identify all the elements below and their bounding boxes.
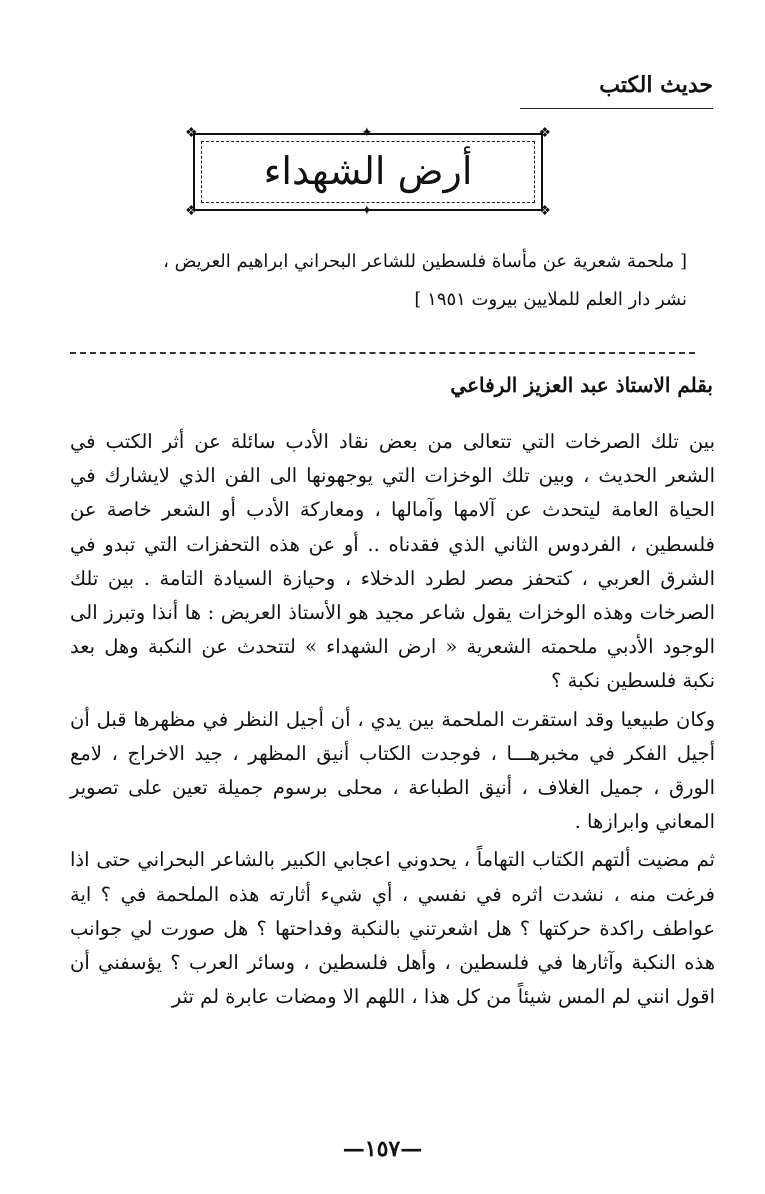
header-rule [520,108,713,109]
book-citation: [ ملحمة شعرية عن مأساة فلسطين للشاعر البحراني ابراهيم العريض ، نشر دار العلم للملايين بيروت ١٩٥١ ] [163,251,687,310]
author-byline: بقلم الاستاذ عبد العزيز الرفاعي [450,373,713,397]
dashed-divider [70,352,695,354]
ornament-icon: ❖ [185,125,198,141]
body-paragraph: ثم مضيت ألتهم الكتاب التهاماً ، يحدوني اعجابي الكبير بالشاعر البحراني حتى اذا فرغت منه ، نشدت اثره في نفسي ، أي شيء أثارته هذه الملحمة في ؟ اية عواطف راكدة حركتها ؟ هل اشعرتني بالنكبة وفداحتها ؟ هل صورت لي جوانب هذه النكبة وآثارها في فلسطين ، وأهل فلسطين ، وسائر العرب ؟ يؤسفني أن اقول انني لم المس شيئاً من كل هذا ، اللهم الا ومضات عابرة لم تثر [70,848,715,1009]
ornament-icon: ❖ [538,125,551,141]
ornament-icon: ✦ [361,125,373,141]
page-number: —١٥٧— [342,1136,423,1162]
article-body [70,425,715,1014]
section-header: حديث الكتب [599,72,713,98]
body-paragraph: بين تلك الصرخات التي تتعالى من بعض نقاد الأدب سائلة عن أثر الكتب في الشعر الحديث ، وبين تلك الوخزات التي يوجهونها الى الفن الذي لايشارك في الحياة العامة ليتحدث عن آلامها وآمالها ، ومعاركة الأدب أو الشعر خاصة عن فلسطين ، الفردوس الثاني الذي فقدناه .. أو عن هذه التحفزات التي تبدو في الشرق العربي ، كتحفز مصر لطرد الدخلاء ، وحيازة السيادة التامة . بين تلك الصرخات وهذه الوخزات يقول شاعر مجيد هو الأستاذ العريض : ها أنذا وتبرز الى الوجود الأدبي ملحمته الشعرية « ارض الشهداء » لتتحدث عن النكبة وهل بعد نكبة فلسطين نكبة ؟ [70,430,715,693]
ornament-icon: ❖ [185,203,198,219]
body-paragraph: وكان طبيعيا وقد استقرت الملحمة بين يدي ، أن أجيل النظر في مظهرها قبل أن أجيل الفكر في مخبرهـــا ، فوجدت الكتاب أنيق المظهر ، جيد الاخراج ، لامع الورق ، جميل الغلاف ، أنيق الطباعة ، محلى برسوم جميلة تعين على تصوير المعاني وابرازها . [70,707,715,834]
ornament-icon: ❖ [538,203,551,219]
article-title: أرض الشهداء [263,149,473,193]
ornament-icon: ✦ [361,203,373,219]
title-ornamental-frame [185,125,551,219]
